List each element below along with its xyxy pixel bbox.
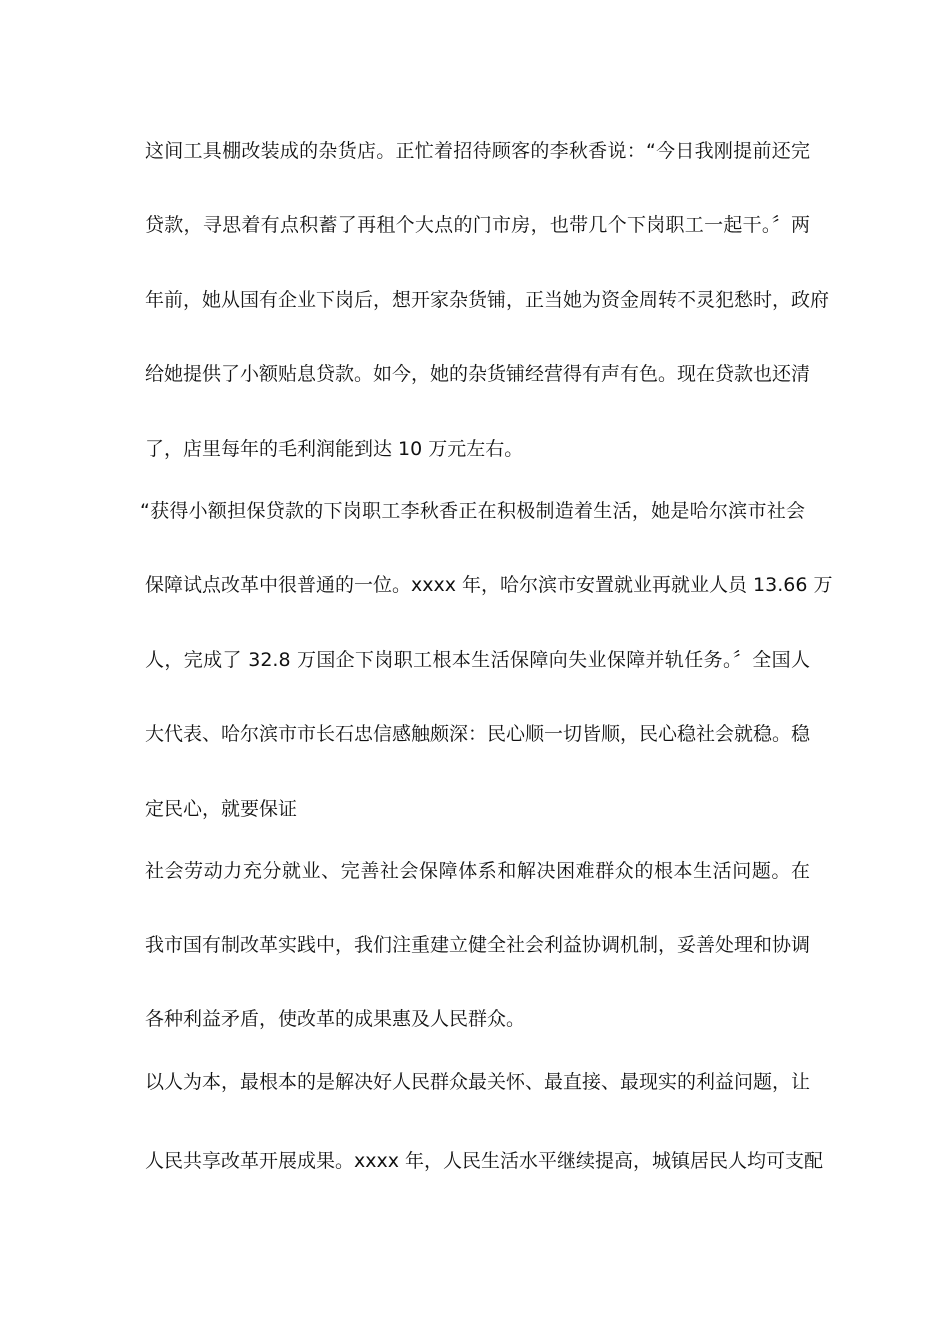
text-line-13: 各种利益矛盾，使改革的成果惠及人民群众。 bbox=[145, 1008, 526, 1030]
text-line-9: 大代表、哈尔滨市市长石忠信感触颇深：民心顺一切皆顺，民心稳社会就稳。稳 bbox=[145, 723, 811, 745]
text-line-11: 社会劳动力充分就业、完善社会保障体系和解决困难群众的根本生活问题。在 bbox=[145, 860, 810, 882]
text-line-4: 给她提供了小额贴息贷款。如今，她的杂货铺经营得有声有色。现在贷款也还清 bbox=[145, 363, 811, 385]
text-line-2: 贷款，寻思着有点积蓄了再租个大点的门市房，也带几个下岗职工一起干。〞两 bbox=[145, 214, 810, 236]
text-line-15: 人民共享改革开展成果。xxxx 年，人民生活水平继续提高，城镇居民人均可支配 bbox=[145, 1150, 824, 1172]
text-line-12: 我市国有制改革实践中，我们注重建立健全社会利益协调机制，妥善处理和协调 bbox=[145, 934, 811, 956]
text-line-8: 人，完成了 32.8 万国企下岗职工根本生活保障向失业保障并轨任务。〞全国人 bbox=[145, 649, 810, 671]
text-line-5: 了，店里每年的毛利润能到达 10 万元左右。 bbox=[145, 438, 524, 460]
text-line-10: 定民心，就要保证 bbox=[145, 798, 298, 820]
text-line-3: 年前，她从国有企业下岗后，想开家杂货铺，正当她为资金周转不灵犯愁时，政府 bbox=[145, 289, 830, 311]
text-line-6: “获得小额担保贷款的下岗职工李秋香正在积极制造着生活，她是哈尔滨市社会 bbox=[140, 500, 805, 522]
text-line-14: 以人为本，最根本的是解决好人民群众最关怀、最直接、最现实的利益问题，让 bbox=[145, 1071, 811, 1093]
text-line-1: 这间工具棚改装成的杂货店。正忙着招待顾客的李秋香说：“今日我刚提前还完 bbox=[145, 140, 810, 162]
text-line-7: 保障试点改革中很普通的一位。xxxx 年，哈尔滨市安置就业再就业人员 13.66 万 bbox=[145, 574, 833, 596]
